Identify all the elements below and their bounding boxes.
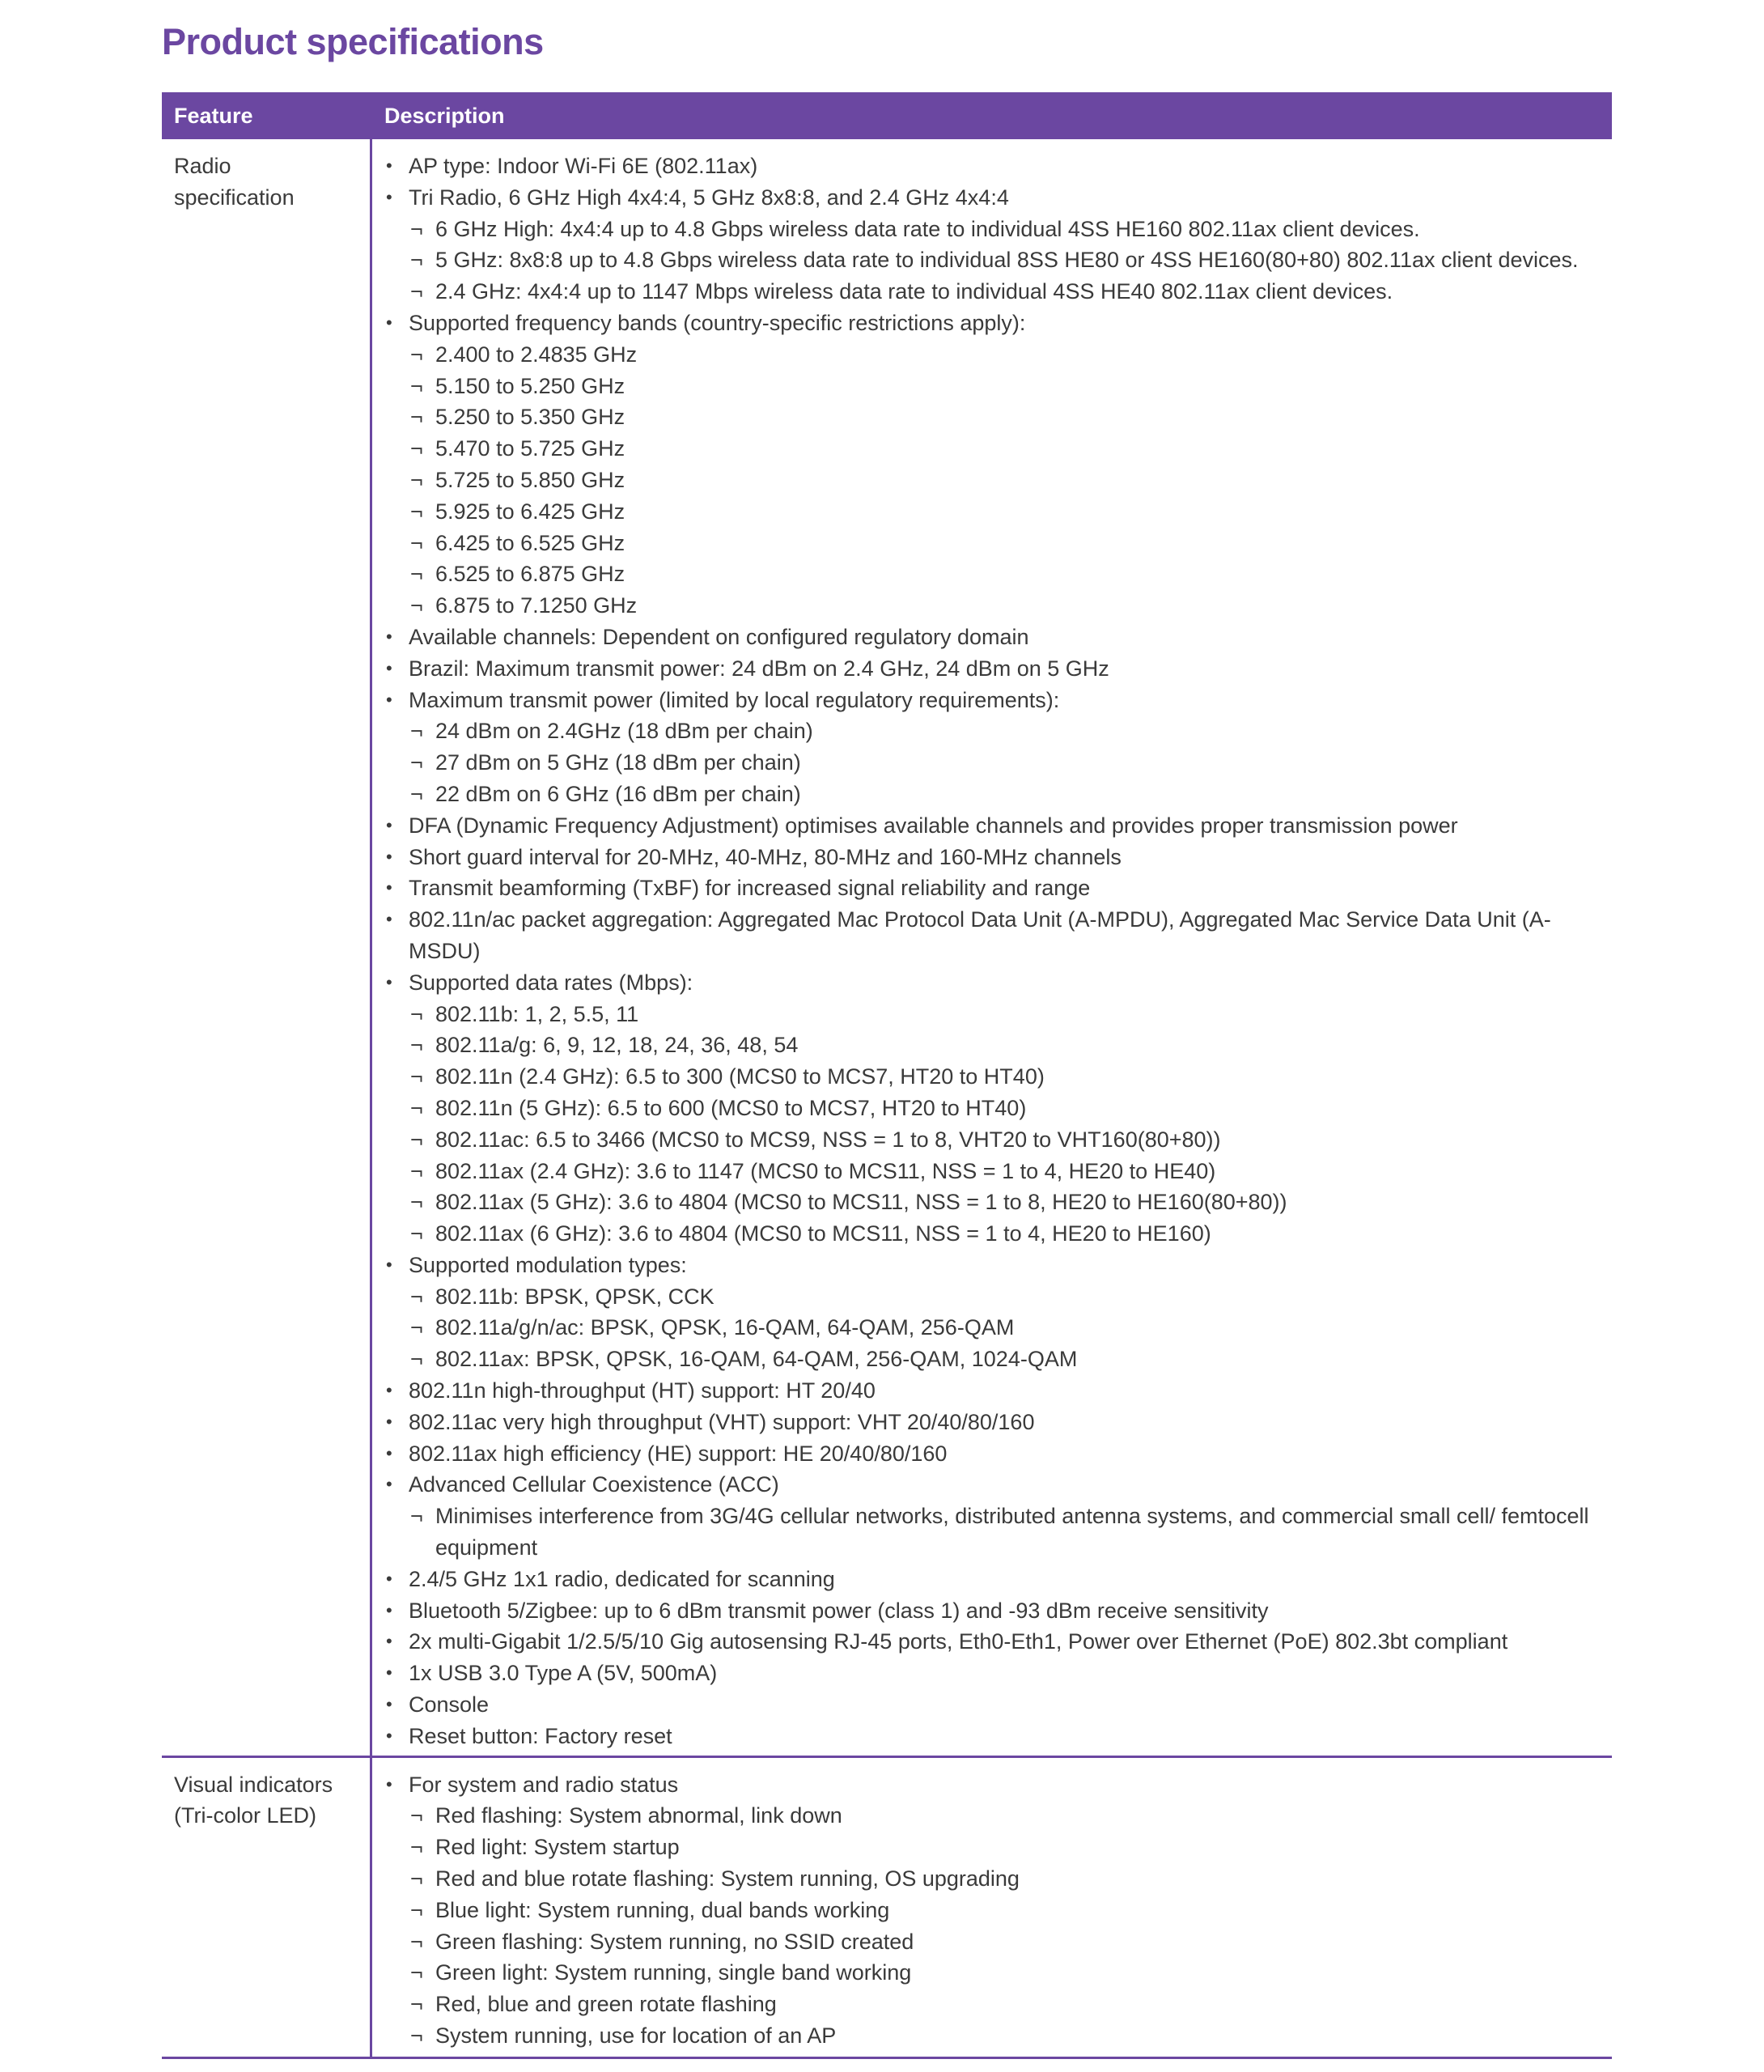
table-row-radio — [162, 139, 1612, 1758]
sub-bullet-item: ¬ 802.11ax (5 GHz): 3.6 to 4804 (MCS0 to MCS11, NSS = 1 to 8, HE20 to HE160(80+80)) — [384, 1187, 1612, 1218]
bullet-item: • Console — [384, 1689, 1612, 1721]
bullet-item: • Maximum transmit power (limited by local regulatory requirements): — [384, 685, 1612, 716]
sub-bullet-item: ¬ Blue light: System running, dual bands working — [384, 1895, 1612, 1926]
bullet-item: • Supported frequency bands (country-specific restrictions apply): — [384, 308, 1612, 339]
sub-bullet-item: ¬ Green light: System running, single band working — [384, 1957, 1612, 1989]
sub-bullet-item: ¬ 6 GHz High: 4x4:4 up to 4.8 Gbps wireless data rate to individual 4SS HE160 802.11ax client devices. — [384, 214, 1612, 245]
sub-bullet-item: ¬ 802.11b: 1, 2, 5.5, 11 — [384, 999, 1612, 1030]
sub-bullet-item: ¬ 802.11ax: BPSK, QPSK, 16-QAM, 64-QAM, 256-QAM, 1024-QAM — [384, 1344, 1612, 1375]
bullet-item: • Transmit beamforming (TxBF) for increased signal reliability and range — [384, 873, 1612, 904]
sub-bullet-item: ¬ Red and blue rotate flashing: System running, OS upgrading — [384, 1863, 1612, 1895]
sub-bullet-item: ¬ 2.400 to 2.4835 GHz — [384, 339, 1612, 371]
sub-bullet-item: ¬ 6.425 to 6.525 GHz — [384, 528, 1612, 559]
description-list — [384, 1769, 1612, 2052]
bullet-item: • Available channels: Dependent on configured regulatory domain — [384, 622, 1612, 653]
feature-label-line: Radio — [174, 154, 231, 178]
bullet-item: • 1x USB 3.0 Type A (5V, 500mA) — [384, 1658, 1612, 1689]
bullet-item: • 802.11ax high efficiency (HE) support: HE 20/40/80/160 — [384, 1438, 1612, 1470]
description-cell — [372, 139, 1612, 1756]
sub-bullet-item: ¬ System running, use for location of an AP — [384, 2020, 1612, 2052]
sub-bullet-item: ¬ 5.925 to 6.425 GHz — [384, 496, 1612, 528]
feature-label-line: specification — [174, 185, 295, 210]
sub-bullet-item: ¬ 24 dBm on 2.4GHz (18 dBm per chain) — [384, 715, 1612, 747]
sub-bullet-item: ¬ 5.470 to 5.725 GHz — [384, 433, 1612, 465]
table-row-visual-indicators — [162, 1758, 1612, 2059]
sub-bullet-item: ¬ 802.11n (2.4 GHz): 6.5 to 300 (MCS0 to MCS7, HT20 to HT40) — [384, 1061, 1612, 1093]
sub-bullet-item: ¬ 802.11a/g: 6, 9, 12, 18, 24, 36, 48, 54 — [384, 1030, 1612, 1061]
sub-bullet-item: ¬ 6.525 to 6.875 GHz — [384, 558, 1612, 590]
sub-bullet-item: ¬ 5.725 to 5.850 GHz — [384, 465, 1612, 496]
feature-cell — [162, 139, 372, 1756]
bullet-item: • 802.11n/ac packet aggregation: Aggregated Mac Protocol Data Unit (A-MPDU), Aggregated Mac Service Data Unit (A-MSDU) — [384, 904, 1612, 967]
spec-table — [162, 92, 1612, 2059]
sub-bullet-item: ¬ Red, blue and green rotate flashing — [384, 1989, 1612, 2020]
sub-bullet-item: ¬ 802.11b: BPSK, QPSK, CCK — [384, 1281, 1612, 1313]
bullet-item: • 2x multi-Gigabit 1/2.5/5/10 Gig autosensing RJ-45 ports, Eth0-Eth1, Power over Ethernet (PoE) 802.3bt compliant — [384, 1626, 1612, 1658]
bullet-item: • Reset button: Factory reset — [384, 1721, 1612, 1752]
bullet-item: • 802.11ac very high throughput (VHT) support: VHT 20/40/80/160 — [384, 1407, 1612, 1438]
sub-bullet-item: ¬ 22 dBm on 6 GHz (16 dBm per chain) — [384, 779, 1612, 810]
sub-bullet-item: ¬ 27 dBm on 5 GHz (18 dBm per chain) — [384, 747, 1612, 779]
bullet-item: • 2.4/5 GHz 1x1 radio, dedicated for scanning — [384, 1564, 1612, 1595]
feature-label-line: Visual indicators — [174, 1772, 333, 1797]
bullet-item: • Supported data rates (Mbps): — [384, 967, 1612, 999]
header-feature: Feature — [174, 103, 253, 128]
bullet-item: • DFA (Dynamic Frequency Adjustment) optimises available channels and provides proper transmission power — [384, 810, 1612, 842]
bullet-item: • Supported modulation types: — [384, 1250, 1612, 1281]
sub-bullet-item: ¬ 802.11ax (2.4 GHz): 3.6 to 1147 (MCS0 to MCS11, NSS = 1 to 4, HE20 to HE40) — [384, 1156, 1612, 1187]
sub-bullet-item: ¬ 5 GHz: 8x8:8 up to 4.8 Gbps wireless data rate to individual 8SS HE80 or 4SS HE160(80+80) 802.11ax client devices. — [384, 244, 1612, 276]
sub-bullet-item: ¬ 802.11ac: 6.5 to 3466 (MCS0 to MCS9, NSS = 1 to 8, VHT20 to VHT160(80+80)) — [384, 1124, 1612, 1156]
description-list — [384, 151, 1612, 1752]
sub-bullet-item: ¬ 802.11n (5 GHz): 6.5 to 600 (MCS0 to MCS7, HT20 to HT40) — [384, 1093, 1612, 1124]
sub-bullet-item: ¬ Minimises interference from 3G/4G cellular networks, distributed antenna systems, and commercial small cell/ femtocell equipment — [384, 1501, 1612, 1564]
feature-cell — [162, 1758, 372, 2057]
feature-label-line: (Tri-color LED) — [174, 1803, 317, 1828]
description-cell — [372, 1758, 1612, 2057]
sub-bullet-item: ¬ 6.875 to 7.1250 GHz — [384, 590, 1612, 622]
sub-bullet-item: ¬ 5.250 to 5.350 GHz — [384, 401, 1612, 433]
sub-bullet-item: ¬ 802.11a/g/n/ac: BPSK, QPSK, 16-QAM, 64-QAM, 256-QAM — [384, 1312, 1612, 1344]
bullet-item: • AP type: Indoor Wi-Fi 6E (802.11ax) — [384, 151, 1612, 182]
bullet-item: • Bluetooth 5/Zigbee: up to 6 dBm transmit power (class 1) and -93 dBm receive sensitivity — [384, 1595, 1612, 1627]
table-header — [162, 92, 1612, 139]
sub-bullet-item: ¬ 802.11ax (6 GHz): 3.6 to 4804 (MCS0 to MCS11, NSS = 1 to 4, HE20 to HE160) — [384, 1218, 1612, 1250]
bullet-item: • 802.11n high-throughput (HT) support: HT 20/40 — [384, 1375, 1612, 1407]
bullet-item: • Short guard interval for 20-MHz, 40-MHz, 80-MHz and 160-MHz channels — [384, 842, 1612, 873]
sub-bullet-item: ¬ Red flashing: System abnormal, link down — [384, 1800, 1612, 1832]
bullet-item: • Tri Radio, 6 GHz High 4x4:4, 5 GHz 8x8:8, and 2.4 GHz 4x4:4 — [384, 182, 1612, 214]
page-title: Product specifications — [162, 21, 544, 62]
bullet-item: • Brazil: Maximum transmit power: 24 dBm on 2.4 GHz, 24 dBm on 5 GHz — [384, 653, 1612, 685]
sub-bullet-item: ¬ Red light: System startup — [384, 1832, 1612, 1863]
bullet-item: • Advanced Cellular Coexistence (ACC) — [384, 1469, 1612, 1501]
sub-bullet-item: ¬ Green flashing: System running, no SSID created — [384, 1926, 1612, 1958]
header-description: Description — [384, 103, 505, 128]
bullet-item: • For system and radio status — [384, 1769, 1612, 1801]
sub-bullet-item: ¬ 2.4 GHz: 4x4:4 up to 1147 Mbps wireless data rate to individual 4SS HE40 802.11ax client devices. — [384, 276, 1612, 308]
sub-bullet-item: ¬ 5.150 to 5.250 GHz — [384, 371, 1612, 402]
